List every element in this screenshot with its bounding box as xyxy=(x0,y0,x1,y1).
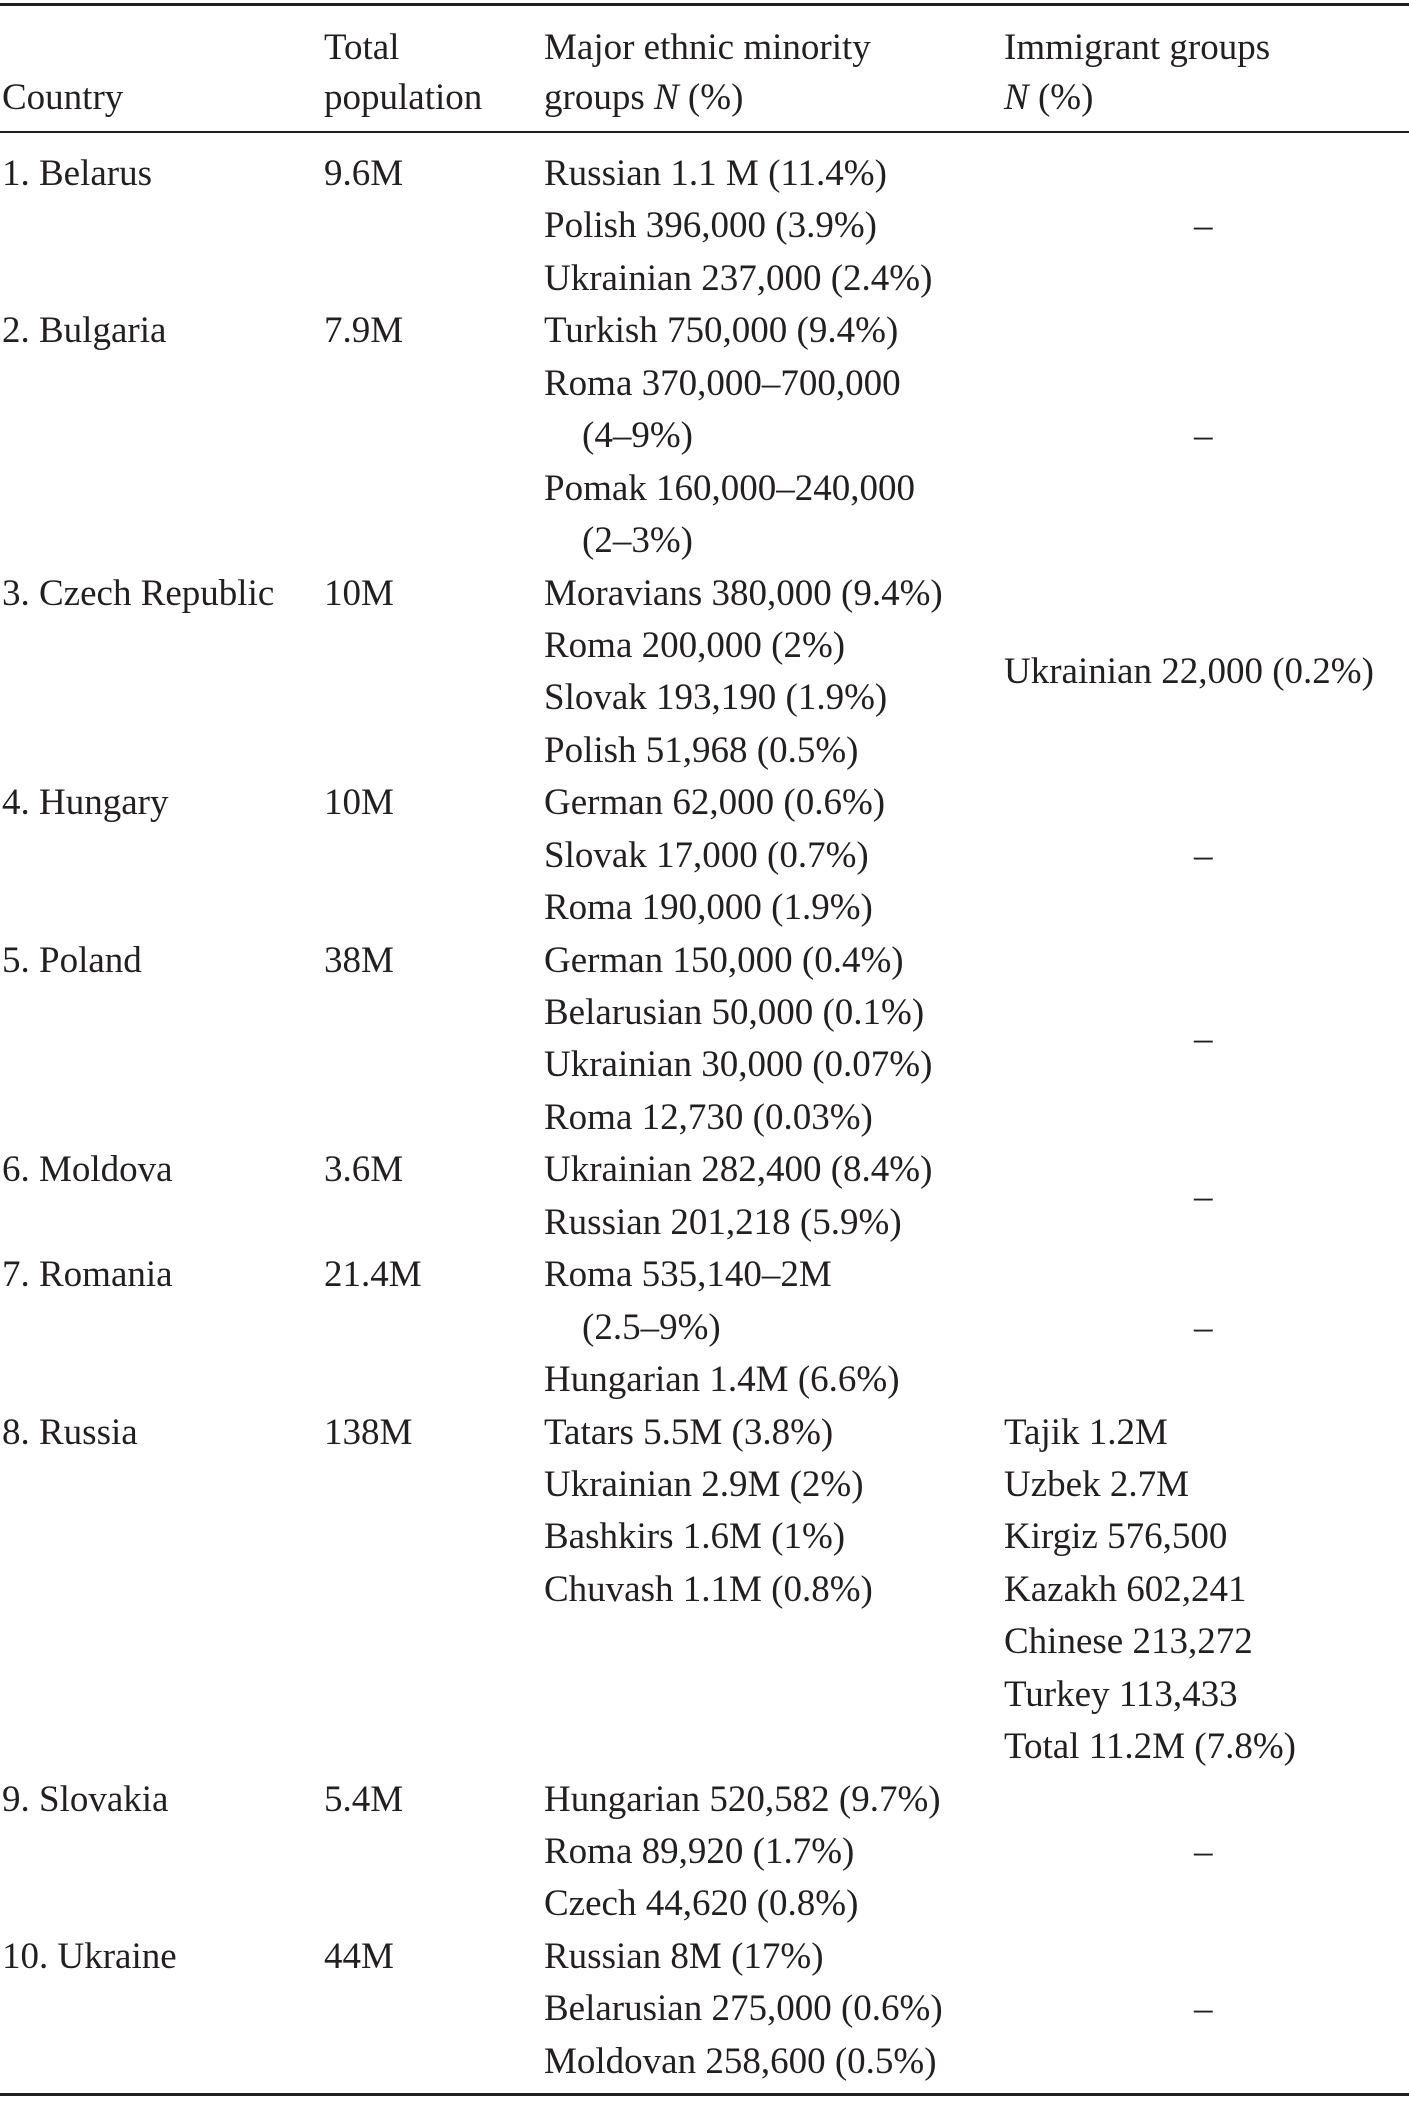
minority-group-entry: Roma 190,000 (1.9%) xyxy=(544,887,873,929)
total-population-cell: 9.6M xyxy=(324,153,404,194)
minority-group-entry: Hungarian 1.4M (6.6%) xyxy=(544,1359,900,1401)
immigrant-group-entry: Kirgiz 576,500 xyxy=(1004,1516,1228,1558)
total-population-cell: 5.4M xyxy=(324,1778,404,1820)
header-immig-line1: Immigrant groups xyxy=(1004,27,1271,68)
immigrant-groups-cell xyxy=(1004,568,1409,778)
total-population-cell: 44M xyxy=(324,1935,394,1977)
bottom-rule xyxy=(0,2093,1409,2096)
country-cell: 3. Czech Republic xyxy=(2,572,275,614)
header-total-line1: Total xyxy=(324,27,400,68)
minority-groups-cell xyxy=(544,1931,1004,2088)
immigrant-group-entry: Chinese 213,272 xyxy=(1004,1621,1253,1663)
minority-group-entry: Polish 396,000 (3.9%) xyxy=(544,205,877,247)
immigrant-groups-cell xyxy=(1004,148,1409,305)
table-row xyxy=(0,1407,1409,1774)
minority-group-entry: Moravians 380,000 (9.4%) xyxy=(544,572,943,614)
minority-group-entry: Turkish 750,000 (9.4%) xyxy=(544,310,899,352)
total-population-cell: 38M xyxy=(324,939,394,981)
minority-group-entry: Russian 1.1 M (11.4%) xyxy=(544,153,887,194)
header-immig-line2 xyxy=(1004,73,1270,123)
country-cell: 8. Russia xyxy=(2,1411,138,1453)
top-rule xyxy=(0,3,1409,6)
no-data-dash: – xyxy=(1194,1018,1213,1060)
minority-group-entry: Roma 200,000 (2%) xyxy=(544,624,846,666)
minority-group-entry: Polish 51,968 (0.5%) xyxy=(544,729,859,771)
header-immigrant-groups xyxy=(1004,23,1270,123)
minority-group-entry: Roma 12,730 (0.03%) xyxy=(544,1096,873,1138)
immigrant-group-entry: Ukrainian 22,000 (0.2%) xyxy=(1004,651,1374,693)
country-cell: 4. Hungary xyxy=(2,782,169,824)
no-data-dash: – xyxy=(1194,834,1213,876)
minority-groups-cell xyxy=(544,148,1004,305)
header-country: Country xyxy=(2,77,124,118)
header-rule xyxy=(0,131,1409,133)
minority-groups-cell xyxy=(544,568,1004,778)
minority-group-entry: Ukrainian 30,000 (0.07%) xyxy=(544,1044,933,1086)
header-immig-pct: (%) xyxy=(1028,77,1094,118)
minority-group-entry: Moldovan 258,600 (0.5%) xyxy=(544,2040,937,2082)
minority-group-entry: Slovak 17,000 (0.7%) xyxy=(544,834,869,876)
minority-group-entry: Roma 89,920 (1.7%) xyxy=(544,1831,855,1872)
country-cell: 9. Slovakia xyxy=(2,1778,169,1820)
no-data-dash: – xyxy=(1194,1306,1213,1348)
minority-group-entry: Russian 8M (17%) xyxy=(544,1935,824,1977)
minority-group-entry: German 62,000 (0.6%) xyxy=(544,782,886,824)
table-row xyxy=(0,935,1409,1145)
minority-group-entry: Belarusian 275,000 (0.6%) xyxy=(544,1988,943,2030)
minority-group-entry: Ukrainian 2.9M (2%) xyxy=(544,1463,864,1505)
minority-group-entry: Russian 201,218 (5.9%) xyxy=(544,1201,902,1243)
minority-groups-cell xyxy=(544,1774,1004,1931)
minority-group-entry: German 150,000 (0.4%) xyxy=(544,939,904,981)
immigrant-group-entry: Kazakh 602,241 xyxy=(1004,1568,1247,1610)
immigrant-group-entry: Tajik 1.2M xyxy=(1004,1411,1168,1453)
header-total-line2: population xyxy=(324,77,483,118)
immigrant-groups-cell xyxy=(1004,305,1409,567)
header-major-n: N xyxy=(653,77,679,118)
minority-group-entry: Slovak 193,190 (1.9%) xyxy=(544,677,888,719)
immigrant-groups-cell xyxy=(1004,1774,1409,1931)
minority-group-entry: Czech 44,620 (0.8%) xyxy=(544,1883,859,1925)
total-population-cell: 10M xyxy=(324,572,394,614)
immigrant-groups-cell xyxy=(1004,1407,1409,1774)
no-data-dash: – xyxy=(1194,1988,1213,2030)
immigrant-groups-cell xyxy=(1004,1249,1409,1406)
country-cell: 7. Romania xyxy=(2,1254,173,1296)
minority-group-entry: Tatars 5.5M (3.8%) xyxy=(544,1411,834,1453)
minority-groups-cell xyxy=(544,305,1004,567)
table-row xyxy=(0,777,1409,934)
immigrant-group-entry: Uzbek 2.7M xyxy=(1004,1463,1189,1505)
minority-group-entry: (2.5–9%) xyxy=(582,1306,721,1348)
no-data-dash: – xyxy=(1194,205,1213,247)
minority-group-entry: (2–3%) xyxy=(582,520,693,562)
country-cell: 2. Bulgaria xyxy=(2,310,167,352)
minority-group-entry: Ukrainian 237,000 (2.4%) xyxy=(544,257,933,299)
minority-group-entry: Roma 535,140–2M xyxy=(544,1254,832,1296)
minority-group-entry: Ukrainian 282,400 (8.4%) xyxy=(544,1149,933,1191)
country-cell: 5. Poland xyxy=(2,939,142,981)
total-population-cell: 10M xyxy=(324,782,394,824)
header-major-groups: groups xyxy=(544,77,654,118)
immigrant-groups-cell xyxy=(1004,1931,1409,2088)
no-data-dash: – xyxy=(1194,1830,1213,1872)
country-cell: 10. Ukraine xyxy=(2,1935,177,1977)
minority-group-entry: Belarusian 50,000 (0.1%) xyxy=(544,992,925,1033)
minority-groups-cell xyxy=(544,935,1004,1145)
immigrant-groups-cell xyxy=(1004,777,1409,934)
table-row xyxy=(0,1931,1409,2088)
total-population-cell: 3.6M xyxy=(324,1149,404,1191)
country-cell: 6. Moldova xyxy=(2,1149,173,1191)
table-row xyxy=(0,1249,1409,1406)
minority-group-entry: Pomak 160,000–240,000 xyxy=(544,467,916,509)
header-major-line2 xyxy=(544,73,871,123)
immigrant-groups-cell xyxy=(1004,1144,1409,1249)
immigrant-group-entry: Total 11.2M (7.8%) xyxy=(1004,1726,1296,1768)
header-major-ethnic-minority xyxy=(544,23,871,123)
header-major-pct: (%) xyxy=(678,77,744,118)
total-population-cell: 138M xyxy=(324,1411,413,1453)
total-population-cell: 7.9M xyxy=(324,310,404,352)
minority-group-entry: Hungarian 520,582 (9.7%) xyxy=(544,1778,941,1820)
minority-groups-cell xyxy=(544,1144,1004,1249)
table-row xyxy=(0,568,1409,778)
minority-groups-cell xyxy=(544,777,1004,934)
minority-group-entry: Bashkirs 1.6M (1%) xyxy=(544,1516,846,1558)
header-total-population xyxy=(324,23,482,123)
header-immig-n: N xyxy=(1004,77,1029,118)
table-row xyxy=(0,148,1409,305)
minority-group-entry: Roma 370,000–700,000 xyxy=(544,362,901,404)
table-body xyxy=(0,148,1409,2088)
no-data-dash: – xyxy=(1194,1175,1213,1217)
minority-group-entry: (4–9%) xyxy=(582,415,693,457)
immigrant-groups-cell xyxy=(1004,935,1409,1145)
immigrant-group-entry: Turkey 113,433 xyxy=(1004,1673,1238,1715)
minority-groups-cell xyxy=(544,1407,1004,1774)
minority-group-entry: Chuvash 1.1M (0.8%) xyxy=(544,1568,873,1610)
header-major-line1: Major ethnic minority xyxy=(544,27,871,68)
table-row xyxy=(0,305,1409,567)
table-row xyxy=(0,1144,1409,1249)
table-row xyxy=(0,1774,1409,1931)
country-cell: 1. Belarus xyxy=(2,153,153,194)
total-population-cell: 21.4M xyxy=(324,1254,422,1296)
no-data-dash: – xyxy=(1194,415,1213,457)
minority-groups-cell xyxy=(544,1249,1004,1406)
